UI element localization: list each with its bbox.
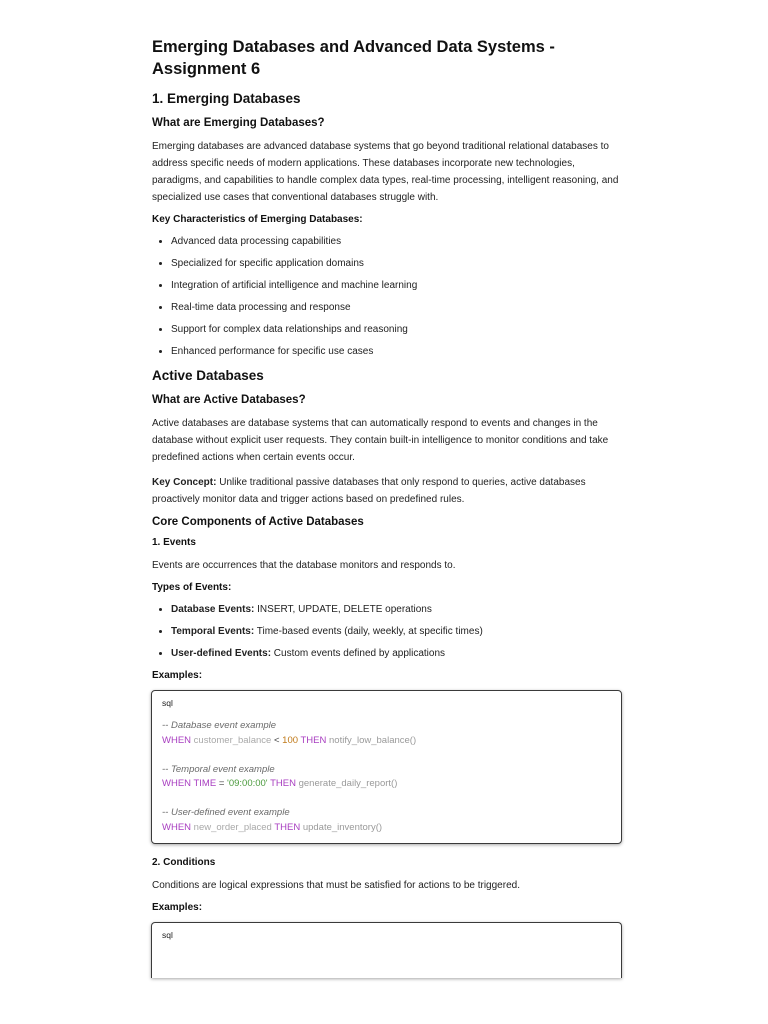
code-block-events[interactable] [151, 690, 622, 844]
active-databases-intro: Active databases are database systems that can automatically respond to events and changes in the database without explicit user requests. They contain built-in intelligence to monitor conditions and take predefined actions when certain events occur. [152, 418, 609, 463]
page-title: Emerging Databases and Advanced Data Systems - Assignment 6 [152, 38, 555, 78]
examples-label: Examples: [152, 670, 203, 681]
list-item: • Support for complex data relationships and reasoning [171, 322, 622, 337]
event-type-label: Temporal Events: [171, 626, 255, 637]
list-item: • Real-time data processing and response [171, 300, 622, 315]
events-heading: 1. Events [152, 537, 196, 548]
code-blank-line [162, 748, 611, 763]
list-item: • Advanced data processing capabilities [171, 234, 622, 249]
event-types-list [152, 602, 622, 661]
key-characteristics-label: Key Characteristics of Emerging Databases: [152, 214, 363, 225]
code-language-label: sql [162, 698, 173, 708]
list-item [171, 646, 622, 661]
event-type-text: Time-based events (daily, weekly, at specific times) [254, 626, 483, 637]
document-content [152, 36, 622, 991]
code-comment: -- Temporal event example [162, 763, 275, 775]
key-characteristics-list [152, 234, 622, 359]
types-of-events-label: Types of Events: [152, 582, 232, 593]
subheading-core-components: Core Components of Active Databases [152, 516, 364, 528]
key-concept-text: Unlike traditional passive databases that only respond to queries, active databases proactively monitor data and trigger actions based on predefined rules. [152, 477, 586, 505]
subheading-what-are-active-databases: What are Active Databases? [152, 394, 306, 406]
code-comment: -- Database event example [162, 720, 277, 731]
code-content [162, 719, 611, 835]
list-item: • Integration of artificial intelligence and machine learning [171, 278, 622, 293]
code-comment: -- User-defined event example [162, 807, 290, 818]
code-line: WHEN new_order_placed THEN update_inventory() [162, 821, 383, 833]
events-description: Events are occurrences that the database monitors and responds to. [152, 560, 456, 571]
list-item [171, 602, 622, 617]
key-concept-paragraph [152, 474, 622, 508]
subheading-what-are-emerging-databases: What are Emerging Databases? [152, 117, 325, 129]
conditions-description: Conditions are logical expressions that must be satisfied for actions to be triggered. [152, 880, 520, 891]
section-heading-emerging-databases: 1. Emerging Databases [152, 91, 301, 106]
code-line: WHEN TIME = '09:00:00' THEN generate_daily_report() [162, 778, 398, 789]
event-type-text: INSERT, UPDATE, DELETE operations [254, 604, 432, 615]
code-line: WHEN customer_balance < 100 THEN notify_low_balance() [162, 734, 417, 746]
event-type-label: User-defined Events: [171, 648, 272, 659]
list-item: • Enhanced performance for specific use cases [171, 344, 622, 359]
examples-label: Examples: [152, 902, 203, 913]
code-blank-line [162, 792, 611, 807]
list-item [171, 624, 622, 639]
event-type-label: Database Events: [171, 604, 255, 615]
conditions-heading: 2. Conditions [152, 857, 216, 868]
list-item: • Specialized for specific application domains [171, 256, 622, 271]
key-concept-label: Key Concept: [152, 477, 217, 488]
code-language-label: sql [162, 930, 173, 940]
emerging-databases-intro: Emerging databases are advanced database systems that go beyond traditional relational databases to address specific needs of modern applications. These databases incorporate new technologies, paradigms, and capabilities to handle complex data types, real-time processing, intelligent reasoning, and specialized use cases that conventional databases struggle with. [152, 141, 619, 203]
event-type-text: Custom events defined by applications [271, 648, 446, 659]
code-block-conditions[interactable] [151, 922, 622, 978]
section-heading-active-databases: Active Databases [152, 368, 264, 383]
